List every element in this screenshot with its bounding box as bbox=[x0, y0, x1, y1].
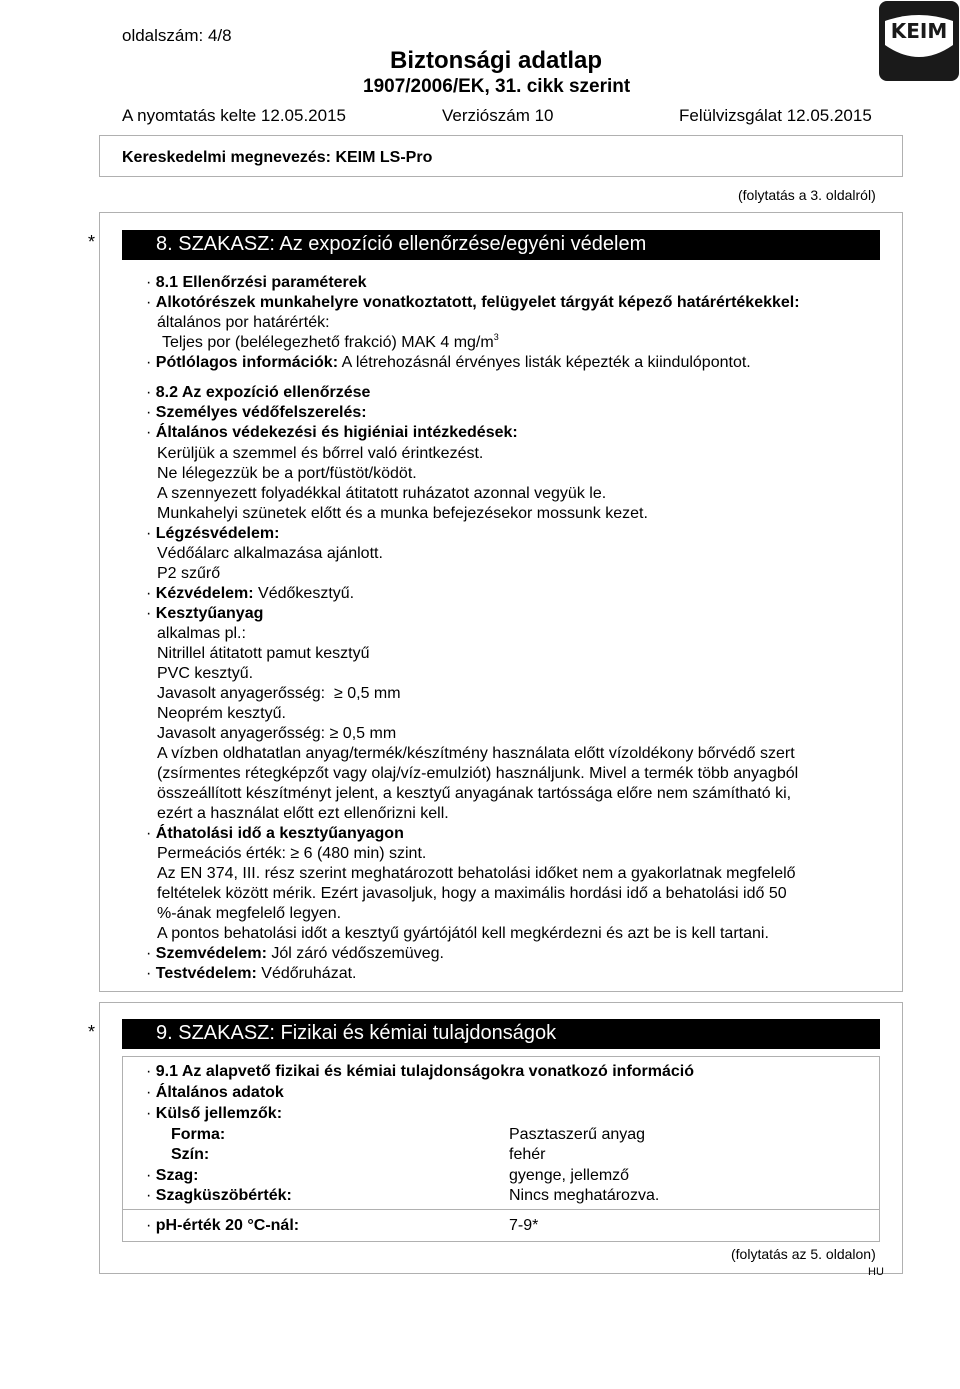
property-label: Forma: bbox=[171, 1126, 226, 1143]
property-label: · Szagküszöbérték: bbox=[146, 1187, 292, 1204]
trade-name: Kereskedelmi megnevezés: KEIM LS-Pro bbox=[122, 149, 433, 166]
subsection-8-2: · 8.2 Az expozíció ellenőrzése bbox=[146, 384, 371, 401]
text-line: Az EN 374, III. rész szerint meghatározott behatolási időket nem a gyakorlatnak megfelelő bbox=[157, 865, 796, 882]
property-value: Pasztaszerű anyag bbox=[509, 1126, 646, 1143]
ph-value: 7-9* bbox=[509, 1217, 539, 1234]
property-value: gyenge, jellemző bbox=[509, 1167, 630, 1184]
hygiene-heading: · Általános védekezési és higiéniai intézkedések: bbox=[146, 424, 518, 441]
text-line: %-ának megfelelő legyen. bbox=[157, 905, 342, 922]
section-8-title: 8. SZAKASZ: Az expozíció ellenőrzése/egyéni védelem bbox=[122, 230, 880, 260]
revision-date: Felülvizsgálat 12.05.2015 bbox=[679, 106, 872, 125]
property-value: fehér bbox=[509, 1146, 546, 1163]
text-line: Neoprém kesztyű. bbox=[157, 705, 286, 722]
body-protection: · Testvédelem: Védőruházat. bbox=[146, 965, 357, 982]
ph-label: · pH-érték 20 °C-nál: bbox=[146, 1217, 300, 1234]
text-line: Védőálarc alkalmazása ajánlott. bbox=[157, 545, 383, 562]
breakthrough-heading: · Áthatolási idő a kesztyűanyagon bbox=[146, 825, 404, 842]
subsection-8-1: · 8.1 Ellenőrzési paraméterek bbox=[146, 274, 367, 291]
divider bbox=[122, 1209, 880, 1210]
thickness-line: Javasolt anyagerősség: ≥ 0,5 mm bbox=[157, 685, 401, 702]
version-number: Verziószám 10 bbox=[442, 106, 554, 125]
continued-on: (folytatás az 5. oldalon) bbox=[731, 1246, 876, 1262]
thickness-line: Javasolt anyagerősség: ≥ 0,5 mm bbox=[157, 725, 397, 742]
page-number: oldalszám: 4/8 bbox=[122, 26, 232, 45]
text-line: A szennyezett folyadékkal átitatott ruházatot azonnal vegyük le. bbox=[157, 485, 607, 502]
eye-protection: · Szemvédelem: Jól záró védőszemüveg. bbox=[146, 945, 444, 962]
text-line: Ne lélegezzük be a port/füstöt/ködöt. bbox=[157, 465, 417, 482]
keim-logo bbox=[879, 1, 959, 81]
text-line: alkalmas pl.: bbox=[157, 625, 246, 642]
document-subtitle: 1907/2006/EK, 31. cikk szerint bbox=[363, 76, 631, 97]
additional-info: · Pótlólagos információk: A létrehozásnál érvényes listák képezték a kiindulópontot. bbox=[146, 354, 751, 371]
change-marker: * bbox=[88, 1022, 96, 1042]
section-9-title: 9. SZAKASZ: Fizikai és kémiai tulajdonságok bbox=[122, 1019, 880, 1049]
appearance-heading: · Külső jellemzők: bbox=[146, 1105, 283, 1122]
permeation-line: Permeációs érték: ≥ 6 (480 min) szint. bbox=[157, 845, 427, 862]
total-dust-mak: Teljes por (belélegezhető frakció) MAK 4 $mg/m^3$ bbox=[162, 332, 499, 351]
country-code: HU bbox=[868, 1266, 884, 1278]
limit-values-heading: · Alkotórészek munkahelyre vonatkoztatott, felügyelet tárgyát képező határértékekkel: bbox=[146, 294, 800, 311]
text-line: Nitrillel átitatott pamut kesztyű bbox=[157, 645, 370, 662]
continued-from: (folytatás a 3. oldalról) bbox=[738, 187, 876, 203]
text-line: PVC kesztyű. bbox=[157, 665, 254, 682]
change-marker: * bbox=[88, 232, 96, 252]
subsection-9-1: · 9.1 Az alapvető fizikai és kémiai tulajdonságokra vonatkozó információ bbox=[146, 1063, 695, 1080]
print-date: A nyomtatás kelte 12.05.2015 bbox=[122, 106, 346, 125]
svg-text:KEIM: KEIM bbox=[890, 19, 948, 43]
trade-name-box bbox=[99, 135, 903, 177]
text-line: összeállított készítményt jelent, a kesztyű anyagának tartóssága előre nem számítható ki, bbox=[157, 785, 792, 802]
document-title: Biztonsági adatlap bbox=[390, 47, 603, 74]
text-line: feltételek között mérik. Ezért javasoljuk, hogy a maximális hordási idő a behatolási idő 50 bbox=[157, 885, 787, 902]
property-value: Nincs meghatározva. bbox=[509, 1187, 660, 1204]
glove-material-heading: · Kesztyűanyag bbox=[146, 605, 264, 622]
respiratory-heading: · Légzésvédelem: bbox=[146, 525, 280, 542]
general-data-heading: · Általános adatok bbox=[146, 1084, 284, 1101]
hand-protection: · Kézvédelem: Védőkesztyű. bbox=[146, 585, 355, 602]
text-line: Munkahelyi szünetek előtt és a munka befejezésekor mossunk kezet. bbox=[157, 505, 648, 522]
property-label: Szín: bbox=[171, 1146, 210, 1163]
text-line: A pontos behatolási időt a kesztyű gyártójától kell megkérdezni és azt be is kell tartani. bbox=[157, 925, 769, 942]
general-dust-limit: általános por határérték: bbox=[157, 314, 330, 331]
text-line: (zsírmentes rétegképzőt vagy olaj/víz-emulziót) használjunk. Mivel a termék több anyagból bbox=[157, 765, 799, 782]
text-line: ezért a használat előtt ezt ellenőrizni kell. bbox=[157, 805, 449, 822]
text-line: Kerüljük a szemmel és bőrrel való érintkezést. bbox=[157, 445, 484, 462]
text-line: A vízben oldhatatlan anyag/termék/készítmény használata előtt vízoldékony bőrvédő szert bbox=[157, 745, 795, 762]
text-line: P2 szűrő bbox=[157, 565, 221, 582]
ppe-heading: · Személyes védőfelszerelés: bbox=[146, 404, 367, 421]
property-label: · Szag: bbox=[146, 1167, 199, 1184]
